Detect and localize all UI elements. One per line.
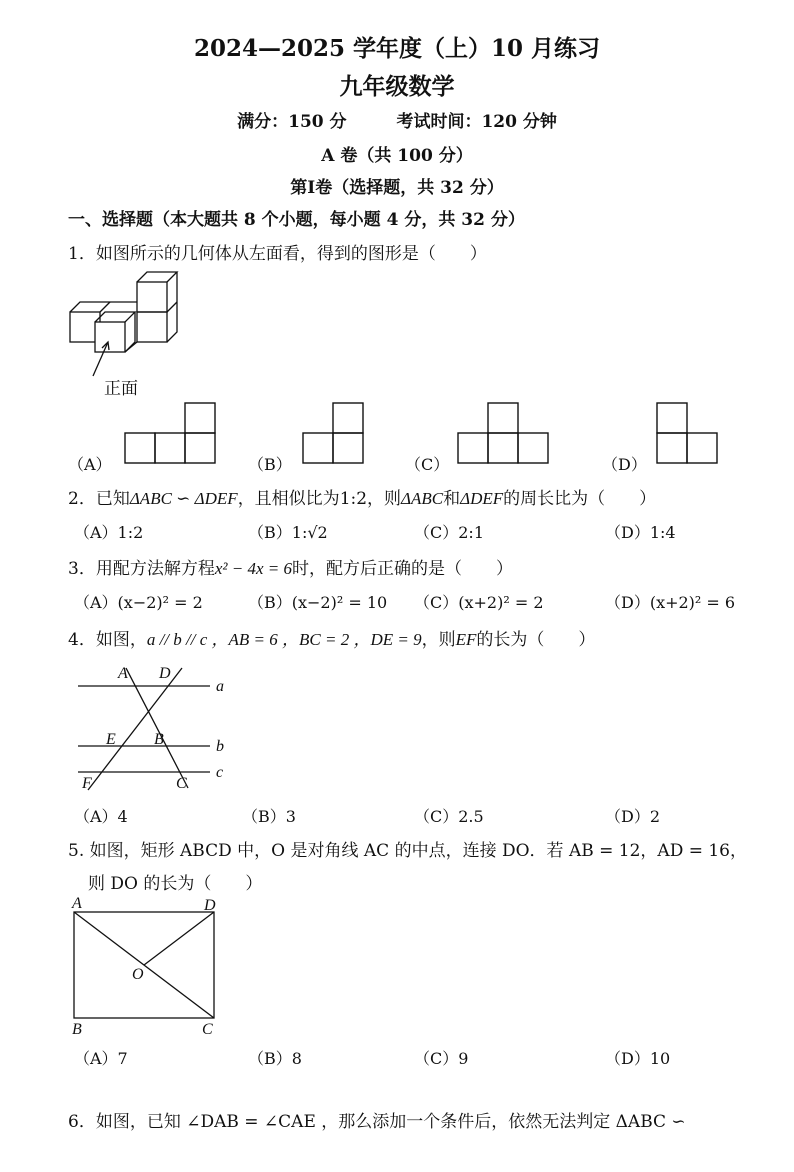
exam-title: 2024—2025 学年度（上）10 月练习 — [193, 35, 601, 62]
question-2-option-b: （B）1:√2 — [248, 523, 328, 542]
q4-label-c-point: C — [176, 775, 187, 792]
exam-info — [0, 107, 794, 132]
question-1-front-label: 正面 — [104, 379, 138, 399]
q5-label-b: B — [72, 1021, 82, 1038]
q4-math-ef: EF — [455, 630, 477, 649]
question-6-stem: 6．如图，已知 ∠DAB = ∠CAE ，那么添加一个条件后，依然无法判定 ΔABC ∽ — [68, 1112, 686, 1132]
q4-mid: ，则 — [421, 630, 456, 650]
question-5-option-b: （B）8 — [248, 1049, 302, 1068]
question-1-option-c: （C） — [405, 455, 450, 474]
question-5-option-c: （C）9 — [414, 1049, 469, 1068]
q4-label-d-point: D — [159, 665, 171, 682]
question-5-stem-line1: 5. 如图，矩形 ABCD 中，O 是对角线 AC 的中点，连接 DO．若 AB = 12，AD = 16， — [68, 841, 748, 861]
q4-prefix: 4．如图， — [68, 630, 147, 650]
question-4-option-d: （D）2 — [605, 807, 661, 826]
q4-suffix: 的长为（ ） — [476, 630, 596, 650]
q5-label-a: A — [72, 895, 82, 912]
q5-label-o: O — [132, 966, 144, 983]
question-5-stem-line2: 则 DO 的长为（ ） — [88, 874, 263, 894]
q5-segment-do — [144, 912, 214, 965]
q2-math-similar: ΔABC ∽ ΔDEF — [129, 489, 238, 508]
question-3-option-a: （A）(x−2)² = 2 — [74, 593, 203, 612]
question-3-stem — [68, 554, 513, 579]
q5-label-d: D — [204, 897, 216, 914]
q2-math-def: ΔDEF — [460, 489, 504, 508]
part-one-heading: 第Ⅰ卷（选择题，共 32 分） — [290, 178, 504, 198]
q2-math-abc: ΔABC — [401, 489, 444, 508]
question-1-option-d: （D） — [602, 455, 647, 474]
q2-suffix: 的周长比为（ ） — [503, 489, 657, 509]
q2-mid3: 和 — [443, 489, 461, 509]
q2-prefix: 2．已知 — [68, 489, 130, 509]
q3-math-equation: x² − 4x = 6 — [214, 559, 292, 578]
q4-label-c-line: c — [216, 764, 224, 781]
q4-label-b-point: B — [154, 731, 164, 748]
question-2-option-d: （D）1:4 — [605, 523, 676, 542]
q3-prefix: 3．用配方法解方程 — [68, 559, 215, 579]
question-3-option-d: （D）(x+2)² = 6 — [605, 593, 736, 612]
q2-mid1: ，且相似比为 — [237, 489, 340, 509]
question-1-stem: 1．如图所示的几何体从左面看，得到的图形是（ ） — [68, 244, 487, 264]
section-one-heading: 一、选择题（本大题共 8 个小题，每小题 4 分，共 32 分） — [68, 210, 525, 230]
question-5-rectangle-figure — [60, 892, 240, 1040]
question-3-option-b: （B）(x−2)² = 10 — [248, 593, 388, 612]
q4-label-a-line: a — [216, 678, 224, 695]
q4-label-a-point: A — [118, 665, 128, 682]
paper-a-heading: A 卷（共 100 分） — [321, 146, 473, 166]
question-1-option-b: （B） — [248, 455, 292, 474]
question-5-option-d: （D）10 — [605, 1049, 671, 1068]
question-4-option-c: （C）2.5 — [414, 807, 484, 826]
q5-label-c: C — [202, 1021, 213, 1038]
question-4-parallel-lines-figure — [70, 660, 270, 795]
question-2-option-a: （A）1:2 — [74, 523, 144, 542]
q2-mid2: ，则 — [367, 489, 402, 509]
q3-suffix: 时，配方后正确的是（ ） — [291, 559, 513, 579]
question-1-option-a: （A） — [68, 455, 112, 474]
question-3-option-c: （C）(x+2)² = 2 — [414, 593, 544, 612]
q2-math-ratio: 1:2 — [339, 489, 368, 509]
question-5-option-a: （A）7 — [74, 1049, 128, 1068]
q4-label-b-line: b — [216, 738, 224, 755]
exam-subject: 九年级数学 — [339, 73, 455, 100]
question-4-stem — [68, 625, 595, 650]
question-2-stem — [68, 484, 656, 509]
full-score: 满分：150 分 — [237, 112, 347, 132]
question-2-option-c: （C）2:1 — [414, 523, 484, 542]
q4-label-f-point: F — [82, 775, 92, 792]
question-4-option-b: （B）3 — [242, 807, 296, 826]
exam-time: 考试时间：120 分钟 — [396, 112, 557, 132]
q4-math-given: a // b // c ，AB = 6 ，BC = 2 ，DE = 9 — [146, 630, 422, 649]
q4-label-e-point: E — [106, 731, 116, 748]
question-4-option-a: （A）4 — [74, 807, 128, 826]
